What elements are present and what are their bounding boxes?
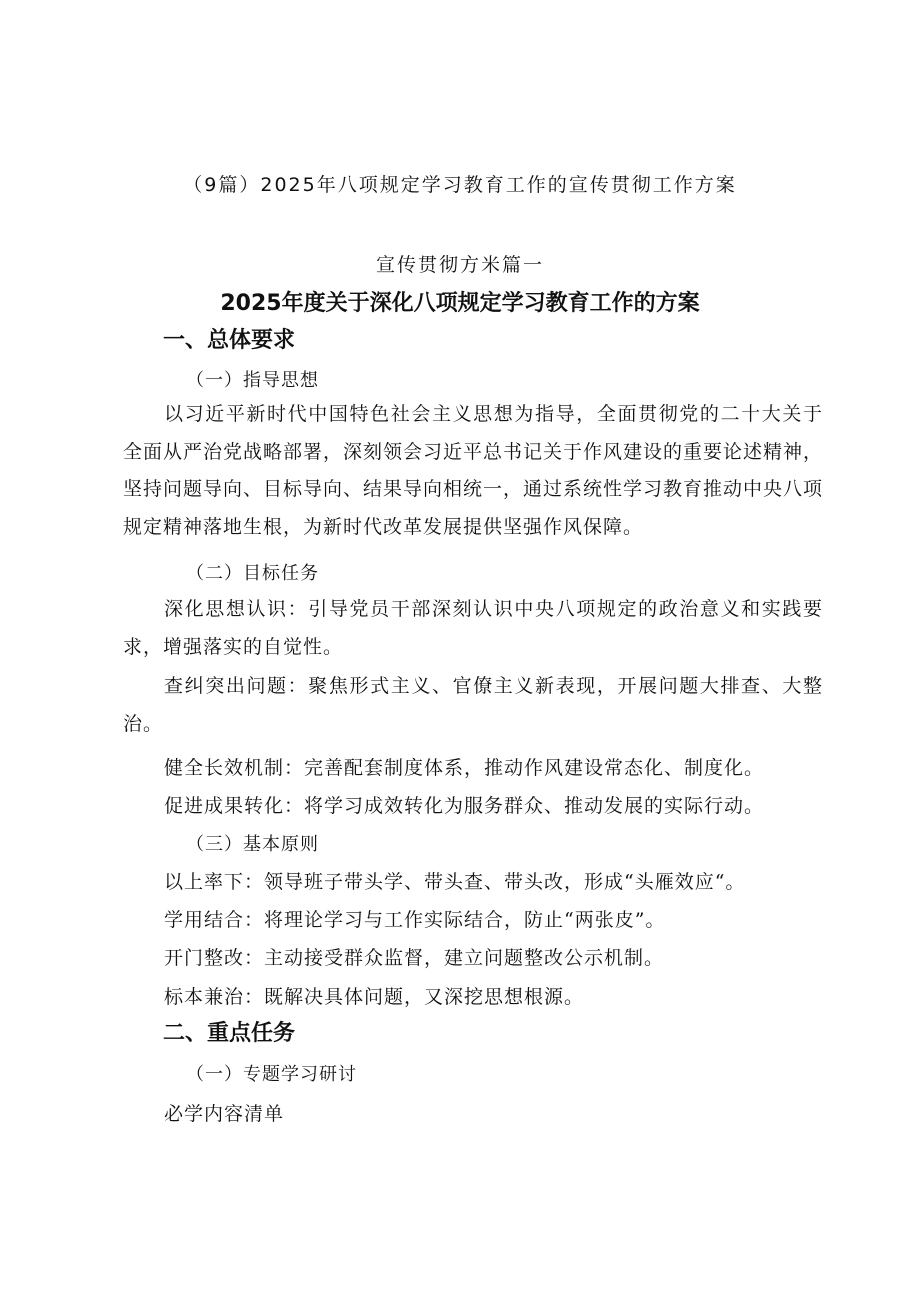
section-heading-key-tasks: 二、重点任务 — [163, 1021, 296, 1046]
document-title: （9篇）2025年八项规定学习教育工作的宣传贯彻工作方案 — [183, 174, 737, 196]
subsection-heading-special-study: （一）专题学习研讨 — [186, 1064, 357, 1085]
list-item-open-rectification: 开门整改：主动接受群众监督，建立问题整改公示机制。 — [164, 947, 665, 969]
list-item-root-and-branch: 标本兼治：既解决具体问题，又深挖思想根源。 — [164, 986, 585, 1008]
subsection-heading-basic-principles: （三）基本原则 — [186, 834, 319, 855]
section-heading-general-requirements: 一、总体要求 — [163, 328, 296, 353]
list-item-long-term-mechanism: 健全长效机制：完善配套制度体系，推动作风建设常态化、制度化。 — [164, 757, 765, 779]
main-title: 2025年度关于深化八项规定学习教育工作的方案 — [220, 291, 700, 316]
paragraph-deepen-understanding: 深化思想认识：引导党员干部深刻认识中央八项规定的政治意义和实践要求，增强落实的自觉性。 — [123, 598, 823, 658]
paragraph-guiding-ideology: 以习近平新时代中国特色社会主义思想为指导，全面贯彻党的二十大关于全面从严治党战略部署，深刻领会习近平总书记关于作风建设的重要论述精神，坚持问题导向、目标导向、结果导向相统一，通过系统性学习教育推动中央八项规定精神落地生根，为新时代改革发展提供坚强作风保障。 — [123, 403, 824, 538]
list-item-required-content: 必学内容清单 — [164, 1103, 285, 1125]
subsection-heading-guiding-ideology: （一）指导思想 — [186, 370, 319, 391]
list-item-combine-learning: 学用结合：将理论学习与工作实际结合，防止“两张皮”。 — [164, 909, 666, 931]
document-subtitle: 宣传贯彻方米篇一 — [375, 254, 544, 276]
list-item-lead-by-example: 以上率下：领导班子带头学、带头查、带头改，形成“头雁效应“。 — [164, 871, 746, 893]
subsection-heading-goals: （二）目标任务 — [186, 563, 319, 584]
list-item-achievement-transformation: 促进成果转化：将学习成效转化为服务群众、推动发展的实际行动。 — [164, 795, 765, 817]
paragraph-rectify-problems: 查纠突出问题：聚焦形式主义、官僚主义新表现，开展问题大排查、大整治。 — [123, 675, 823, 735]
